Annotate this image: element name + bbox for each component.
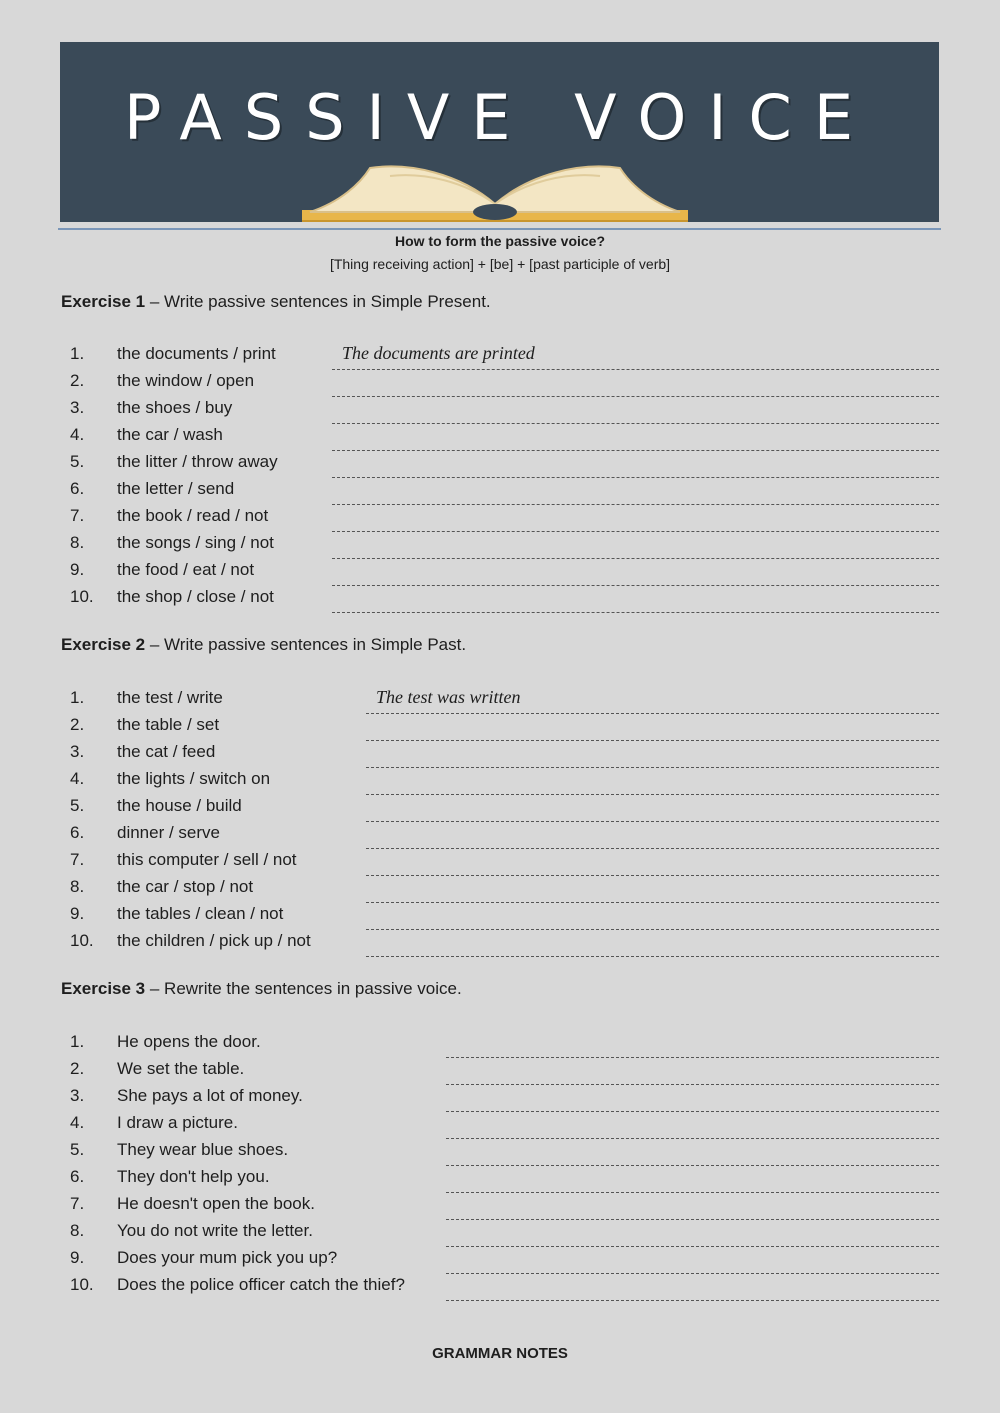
item-number: 5.: [70, 796, 85, 815]
exercise-1-item: [0, 586, 1000, 613]
answer-line[interactable]: [446, 1286, 939, 1301]
exercise-1-item: [0, 424, 1000, 451]
item-number: 5.: [70, 452, 85, 471]
answer-line[interactable]: [366, 861, 939, 876]
exercise-2-item: [0, 768, 1000, 795]
item-number: 3.: [70, 1086, 85, 1105]
item-prompt: He doesn't open the book.: [117, 1194, 315, 1213]
item-prompt: the shop / close / not: [117, 587, 274, 606]
item-number: 10.: [70, 931, 94, 950]
answer-line[interactable]: [366, 834, 939, 849]
answer-line[interactable]: [332, 598, 939, 613]
item-prompt: the car / wash: [117, 425, 223, 444]
exercise-3-item: [0, 1166, 1000, 1193]
answer-line[interactable]: [446, 1259, 939, 1274]
item-number: 9.: [70, 904, 85, 923]
answer-line[interactable]: [446, 1178, 939, 1193]
item-number: 4.: [70, 1113, 85, 1132]
item-prompt: the book / read / not: [117, 506, 269, 525]
item-number: 6.: [70, 1167, 85, 1186]
item-number: 3.: [70, 742, 85, 761]
exercise-label: Exercise 1: [61, 292, 146, 311]
form-rule: [Thing receiving action] + [be] + [past participle of verb]: [329, 256, 671, 272]
answer-line[interactable]: [366, 888, 939, 903]
item-number: 8.: [70, 533, 85, 552]
item-number: 1.: [70, 344, 85, 363]
exercise-2-item: [0, 876, 1000, 903]
item-number: 3.: [70, 398, 85, 417]
item-prompt: the litter / throw away: [117, 452, 278, 471]
answer-line[interactable]: [366, 687, 939, 714]
answer-line[interactable]: [332, 517, 939, 532]
exercise-2-item: [0, 930, 1000, 957]
answer-text: The test was written: [376, 687, 521, 707]
answer-line[interactable]: [366, 942, 939, 957]
exercise-2-item: [0, 903, 1000, 930]
item-number: 6.: [70, 823, 85, 842]
item-prompt: the songs / sing / not: [117, 533, 274, 552]
exercise-instruction: – Write passive sentences in Simple Present.: [145, 292, 491, 311]
item-number: 8.: [70, 1221, 85, 1240]
item-number: 9.: [70, 560, 85, 579]
answer-line[interactable]: [332, 544, 939, 559]
exercise-3-item: [0, 1220, 1000, 1247]
item-number: 2.: [70, 715, 85, 734]
item-number: 7.: [70, 1194, 85, 1213]
item-prompt: the cat / feed: [117, 742, 216, 761]
exercise-1-item: [0, 505, 1000, 532]
item-number: 4.: [70, 425, 85, 444]
exercise-1-item: [0, 397, 1000, 424]
answer-line[interactable]: [446, 1205, 939, 1220]
answer-line[interactable]: [446, 1070, 939, 1085]
item-number: 4.: [70, 769, 85, 788]
answer-line[interactable]: [366, 726, 939, 741]
item-prompt: the food / eat / not: [117, 560, 255, 579]
answer-line[interactable]: [332, 343, 939, 370]
exercise-1-item: [0, 343, 1000, 370]
exercise-2-item: [0, 687, 1000, 714]
item-prompt: the letter / send: [117, 479, 235, 498]
item-prompt: He opens the door.: [117, 1032, 261, 1051]
header-banner: [60, 42, 939, 222]
exercise-3-item: [0, 1031, 1000, 1058]
exercise-3-item: [0, 1193, 1000, 1220]
answer-line[interactable]: [332, 490, 939, 505]
answer-line[interactable]: [366, 915, 939, 930]
exercise-3-item: [0, 1247, 1000, 1274]
answer-line[interactable]: [446, 1097, 939, 1112]
item-prompt: the window / open: [117, 371, 255, 390]
answer-text: The documents are printed: [342, 343, 535, 363]
exercise-2-item: [0, 849, 1000, 876]
item-number: 2.: [70, 371, 85, 390]
answer-line[interactable]: [332, 571, 939, 586]
form-heading: How to form the passive voice?: [394, 233, 606, 249]
item-number: 8.: [70, 877, 85, 896]
exercise-instruction: – Rewrite the sentences in passive voice.: [145, 979, 462, 998]
answer-line[interactable]: [332, 382, 939, 397]
item-prompt: the lights / switch on: [117, 769, 271, 788]
answer-line[interactable]: [366, 753, 939, 768]
answer-line[interactable]: [332, 409, 939, 424]
title-divider: [58, 228, 941, 230]
exercise-2-item: [0, 741, 1000, 768]
item-number: 10.: [70, 587, 94, 606]
exercise-1-heading: [61, 291, 491, 313]
item-prompt: You do not write the letter.: [117, 1221, 313, 1240]
exercise-2-heading: [61, 634, 466, 656]
open-book-icon: [300, 154, 690, 222]
page-title: PASSIVE VOICE: [124, 81, 875, 154]
item-prompt: the house / build: [117, 796, 242, 815]
item-prompt: Does the police officer catch the thief?: [117, 1275, 405, 1294]
answer-line[interactable]: [332, 436, 939, 451]
exercise-2-item: [0, 714, 1000, 741]
exercise-3-heading: [61, 978, 462, 1000]
item-number: 2.: [70, 1059, 85, 1078]
item-number: 5.: [70, 1140, 85, 1159]
item-prompt: the car / stop / not: [117, 877, 254, 896]
item-number: 1.: [70, 1032, 85, 1051]
item-prompt: the tables / clean / not: [117, 904, 284, 923]
answer-line[interactable]: [446, 1232, 939, 1247]
item-prompt: the shoes / buy: [117, 398, 233, 417]
item-prompt: the test / write: [117, 688, 223, 707]
item-prompt: the documents / print: [117, 344, 276, 363]
exercise-1-item: [0, 559, 1000, 586]
exercise-2-item: [0, 822, 1000, 849]
answer-line[interactable]: [446, 1124, 939, 1139]
item-number: 7.: [70, 506, 85, 525]
exercise-1-item: [0, 370, 1000, 397]
item-number: 7.: [70, 850, 85, 869]
item-prompt: They don't help you.: [117, 1167, 270, 1186]
item-prompt: We set the table.: [117, 1059, 245, 1078]
exercise-2-item: [0, 795, 1000, 822]
exercise-1-item: [0, 532, 1000, 559]
item-prompt: the table / set: [117, 715, 220, 734]
item-number: 1.: [70, 688, 85, 707]
item-prompt: They wear blue shoes.: [117, 1140, 289, 1159]
exercise-1-item: [0, 478, 1000, 505]
exercise-3-item: [0, 1058, 1000, 1085]
grammar-notes-heading: GRAMMAR NOTES: [432, 1345, 568, 1362]
exercise-instruction: – Write passive sentences in Simple Past.: [145, 635, 467, 654]
answer-line[interactable]: [446, 1151, 939, 1166]
answer-line[interactable]: [446, 1043, 939, 1058]
item-prompt: I draw a picture.: [117, 1113, 238, 1132]
exercise-3-item: [0, 1085, 1000, 1112]
item-number: 9.: [70, 1248, 85, 1267]
item-number: 6.: [70, 479, 85, 498]
item-prompt: the children / pick up / not: [117, 931, 311, 950]
item-prompt: She pays a lot of money.: [117, 1086, 303, 1105]
exercise-3-item: [0, 1139, 1000, 1166]
exercise-3-item: [0, 1274, 1000, 1301]
exercise-3-item: [0, 1112, 1000, 1139]
item-prompt: Does your mum pick you up?: [117, 1248, 338, 1267]
item-number: 10.: [70, 1275, 94, 1294]
exercise-1-item: [0, 451, 1000, 478]
item-prompt: dinner / serve: [117, 823, 220, 842]
item-prompt: this computer / sell / not: [117, 850, 297, 869]
answer-line[interactable]: [366, 780, 939, 795]
answer-line[interactable]: [366, 807, 939, 822]
answer-line[interactable]: [332, 463, 939, 478]
exercise-label: Exercise 2: [61, 635, 146, 654]
exercise-label: Exercise 3: [61, 979, 146, 998]
